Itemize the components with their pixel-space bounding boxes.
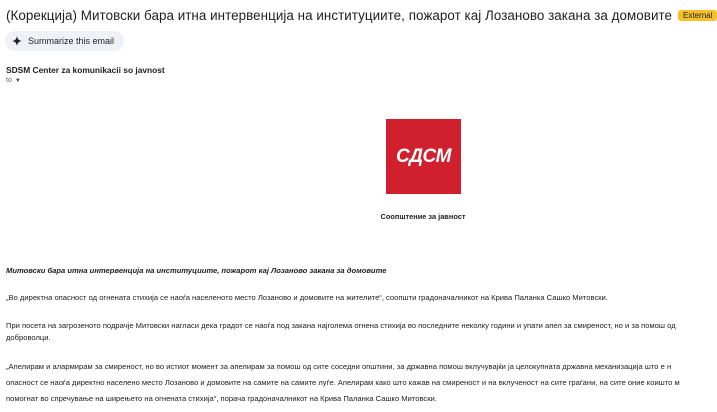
sparkle-icon [12, 36, 22, 46]
paragraph-2-line-1: При посета на загрозеното подрачје Митовски нагласи дека градот се наоѓа под закана најголема огнена стихија во последните неколку години и упати апел за смиреност, но и за помош од [6, 321, 676, 330]
paragraph-1: „Во директна опасност од огнената стихија се наоѓа населеното место Лозаново и домовите на жителите“, соопшти градоначалникот на Крива Паланка Сашко Митовски. [6, 293, 608, 302]
logo-text: СДСМ [396, 145, 451, 167]
sdsm-logo [386, 119, 461, 194]
summarize-button[interactable] [5, 31, 124, 51]
article-heading: Митовски бара итна интервенција на институциите, пожарот кај Лозаново закана за домовите [6, 266, 387, 275]
recipient-line [6, 77, 21, 84]
email-subject: (Корекција) Митовски бара итна интервенција на институциите, пожарот кај Лозаново закана за домовите [6, 8, 673, 23]
paragraph-2-line-2: доброволци. [6, 333, 51, 342]
sender-name[interactable]: SDSM Center za komunikacii so javnost [6, 65, 165, 75]
paragraph-3-line-1: „Апелирам и алармирам за смиреност, но во истиот момент за апелирам за помош од сите соседни општини, за државна помош вклучувајќи ја целокупната државна механизација што е н [6, 362, 672, 371]
paragraph-3-line-3: помогнат во спречување на ширењето на огнената стихија“, порача градоначалникот на Крива Паланка Сашко Митовски. [6, 394, 437, 403]
recipient-dropdown-icon[interactable]: ▼ [14, 77, 21, 84]
summarize-label: Summarize this email [28, 36, 115, 46]
external-badge: External [678, 10, 717, 21]
recipient-label: to [6, 77, 12, 84]
press-release-label: Соопштение за јавност [380, 212, 466, 221]
subject-row [6, 8, 713, 23]
paragraph-3-line-2: опасност се наоѓа директно населено место Лозаново и домовите на самите на самите луѓе. Апелирам како што кажав на смиреност и на вклученост на сите граѓани, на сите оние коишто м [6, 378, 680, 387]
